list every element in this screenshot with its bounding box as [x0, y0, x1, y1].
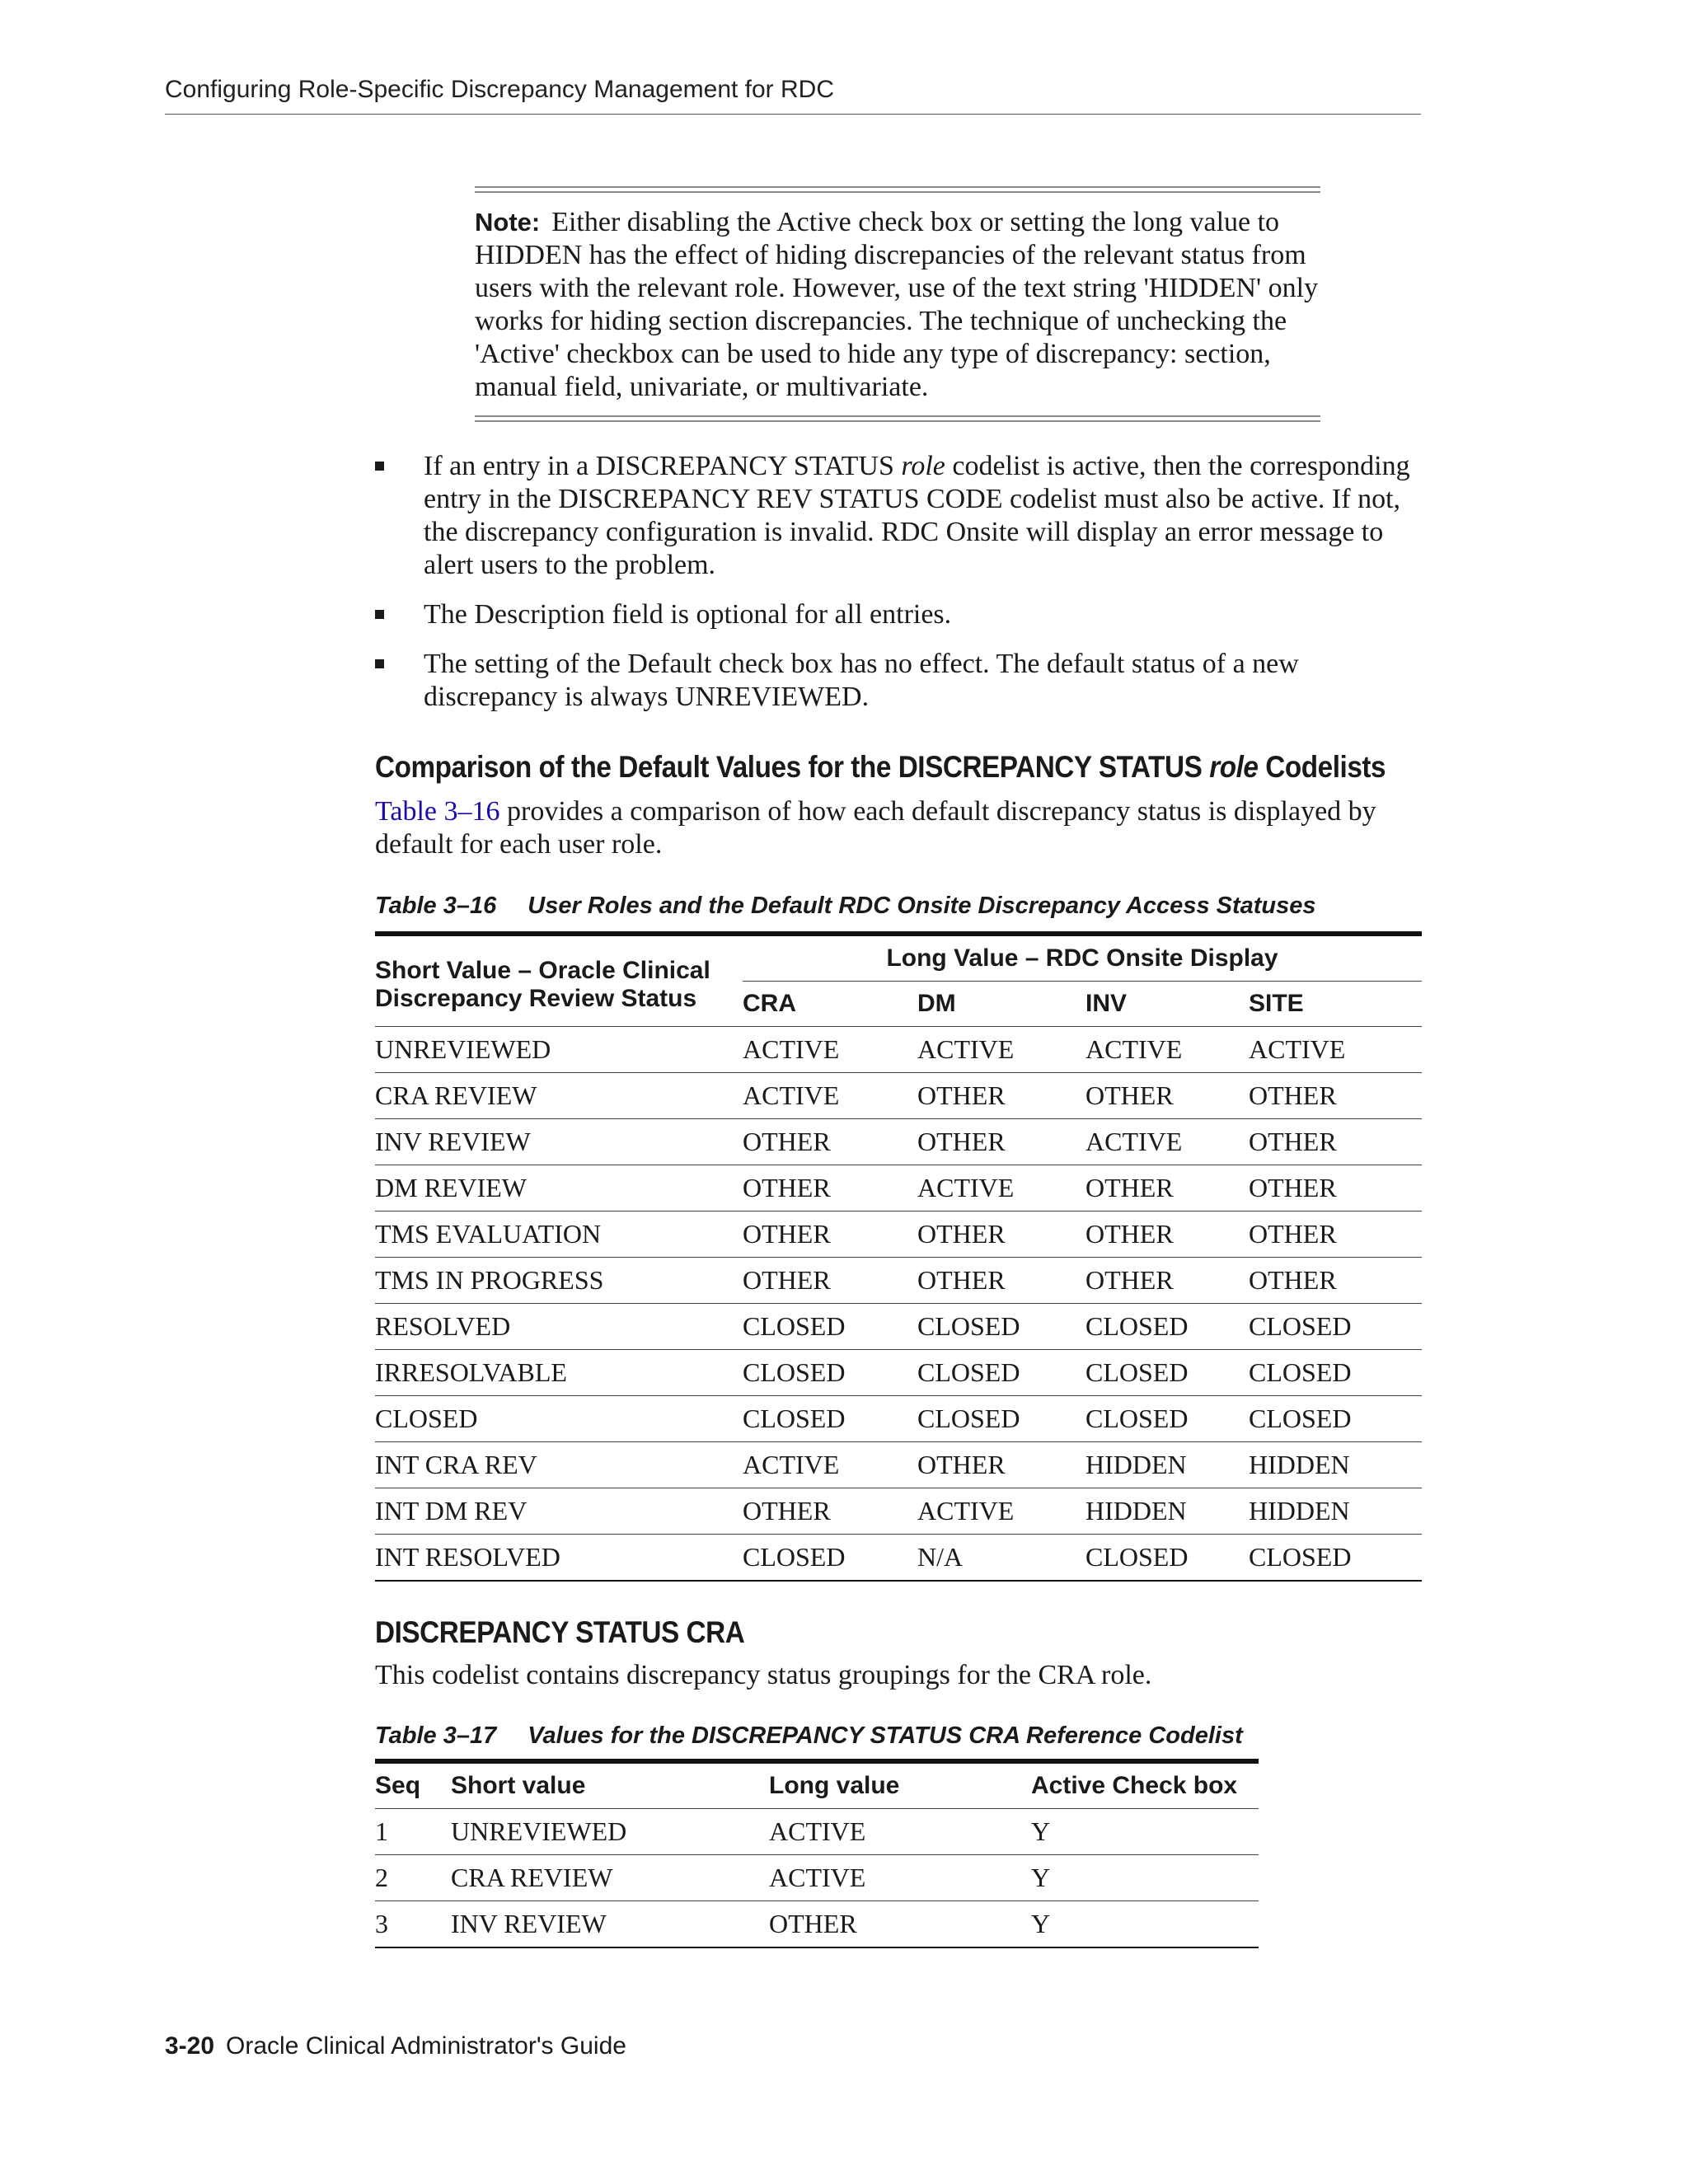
cell-short-value: UNREVIEWED — [451, 1809, 769, 1855]
bullet-square-icon — [375, 462, 384, 471]
cell-dm: OTHER — [917, 1119, 1085, 1165]
cell-inv: ACTIVE — [1085, 1119, 1249, 1165]
running-header: Configuring Role-Specific Discrepancy Management for RDC — [165, 76, 835, 103]
bullet-text: The setting of the Default check box has no effect. The default status of a new discrepancy is always UNREVIEWED. — [424, 649, 1299, 712]
table-row — [375, 1901, 1259, 1948]
cell-cra: CLOSED — [743, 1396, 917, 1442]
cell-short-value: UNREVIEWED — [375, 1027, 743, 1073]
cell-cra: OTHER — [743, 1258, 917, 1304]
paragraph-rest: provides a comparison of how each default discrepancy status is displayed by default for each user role. — [375, 796, 1376, 860]
cell-dm: OTHER — [917, 1212, 1085, 1258]
bullet-text-before: If an entry in a DISCREPANCY STATUS — [424, 451, 902, 481]
header-long-value-group: Long Value – RDC Onsite Display — [743, 934, 1422, 982]
cell-short-value: TMS IN PROGRESS — [375, 1258, 743, 1304]
cell-dm: CLOSED — [917, 1396, 1085, 1442]
table-row — [375, 1350, 1422, 1396]
note-box — [475, 186, 1320, 422]
cell-cra: ACTIVE — [743, 1442, 917, 1488]
table-row — [375, 1212, 1422, 1258]
table-row — [375, 1073, 1422, 1119]
cell-inv: HIDDEN — [1085, 1442, 1249, 1488]
header-short-line2: Discrepancy Review Status — [375, 984, 697, 1012]
header-rule — [165, 114, 1421, 115]
book-title: Oracle Clinical Administrator's Guide — [226, 2032, 626, 2060]
cell-long-value: ACTIVE — [769, 1855, 1031, 1901]
cell-dm: OTHER — [917, 1258, 1085, 1304]
header-seq: Seq — [375, 1761, 451, 1809]
section-heading-discrepancy-status-cra: DISCREPANCY STATUS CRA — [375, 1615, 745, 1649]
cell-inv: CLOSED — [1085, 1396, 1249, 1442]
cell-site: CLOSED — [1249, 1535, 1422, 1582]
cell-dm: CLOSED — [917, 1350, 1085, 1396]
table-3-16 — [375, 931, 1422, 1582]
page-number: 3-20 — [165, 2032, 215, 2060]
heading-text-before: Comparison of the Default Values for the DISCREPANCY STATUS — [375, 750, 1210, 784]
cell-active: Y — [1031, 1901, 1259, 1948]
cell-short-value: IRRESOLVABLE — [375, 1350, 743, 1396]
cell-active: Y — [1031, 1809, 1259, 1855]
table-3-16-link[interactable]: Table 3–16 — [375, 796, 500, 827]
note-label: Note: — [475, 208, 541, 237]
cell-site: CLOSED — [1249, 1396, 1422, 1442]
cell-long-value: ACTIVE — [769, 1809, 1031, 1855]
cell-short-value: CRA REVIEW — [375, 1073, 743, 1119]
header-site: SITE — [1249, 982, 1422, 1027]
cell-short-value: RESOLVED — [375, 1304, 743, 1350]
comparison-paragraph — [375, 795, 1422, 861]
cell-cra: OTHER — [743, 1119, 917, 1165]
cra-paragraph: This codelist contains discrepancy status groupings for the CRA role. — [375, 1660, 1152, 1690]
table-3-17 — [375, 1759, 1259, 1948]
table-row — [375, 1535, 1422, 1582]
cell-short-value: CRA REVIEW — [451, 1855, 769, 1901]
cell-cra: CLOSED — [743, 1535, 917, 1582]
cell-inv: CLOSED — [1085, 1535, 1249, 1582]
header-short-line1: Short Value – Oracle Clinical — [375, 956, 710, 984]
table-row — [375, 1027, 1422, 1073]
cell-short-value: INT DM REV — [375, 1488, 743, 1535]
list-item — [375, 598, 1422, 631]
table-3-17-caption — [375, 1722, 1243, 1750]
cell-short-value: INT CRA REV — [375, 1442, 743, 1488]
cell-site: OTHER — [1249, 1073, 1422, 1119]
cell-cra: CLOSED — [743, 1304, 917, 1350]
table-row — [375, 1396, 1422, 1442]
header-short-value: Short value — [451, 1761, 769, 1809]
table-row — [375, 1258, 1422, 1304]
cell-site: CLOSED — [1249, 1350, 1422, 1396]
cell-inv: OTHER — [1085, 1165, 1249, 1212]
cell-short-value: INV REVIEW — [451, 1901, 769, 1948]
cell-long-value: OTHER — [769, 1901, 1031, 1948]
caption-title: User Roles and the Default RDC Onsite Discrepancy Access Statuses — [528, 893, 1316, 919]
header-short-value — [375, 934, 743, 1027]
caption-number: Table 3–17 — [375, 1722, 497, 1749]
header-dm: DM — [917, 982, 1085, 1027]
cell-dm: OTHER — [917, 1073, 1085, 1119]
bullet-square-icon — [375, 659, 384, 668]
cell-site: OTHER — [1249, 1119, 1422, 1165]
heading-text-after: Codelists — [1258, 750, 1386, 784]
cell-dm: ACTIVE — [917, 1165, 1085, 1212]
bullet-list — [375, 450, 1422, 730]
cell-site: HIDDEN — [1249, 1488, 1422, 1535]
cell-short-value: INV REVIEW — [375, 1119, 743, 1165]
bullet-square-icon — [375, 610, 384, 619]
cell-short-value: INT RESOLVED — [375, 1535, 743, 1582]
bullet-text-emphasis: role — [901, 451, 945, 481]
table-row — [375, 1165, 1422, 1212]
cell-seq: 3 — [375, 1901, 451, 1948]
cell-site: OTHER — [1249, 1258, 1422, 1304]
cell-inv: ACTIVE — [1085, 1027, 1249, 1073]
note-body: Either disabling the Active check box or setting the long value to HIDDEN has the effect of hiding discrepancies of the relevant status from users with the relevant role. However, use of the text string 'HIDDEN' only works for hiding section discrepancies. The technique of unchecking the 'Active' checkbox can be used to hide any type of discrepancy: section, manual field, univariate, or multivariate. — [475, 207, 1319, 402]
table-row — [375, 1442, 1422, 1488]
bullet-text: The Description field is optional for all entries. — [424, 599, 952, 630]
cell-cra: CLOSED — [743, 1350, 917, 1396]
section-heading-comparison — [375, 750, 1386, 785]
table-row — [375, 1304, 1422, 1350]
cell-inv: OTHER — [1085, 1073, 1249, 1119]
note-bottom-rule — [475, 415, 1320, 422]
cell-site: OTHER — [1249, 1212, 1422, 1258]
cell-inv: OTHER — [1085, 1258, 1249, 1304]
cell-cra: ACTIVE — [743, 1073, 917, 1119]
caption-number: Table 3–16 — [375, 893, 497, 919]
list-item — [375, 648, 1422, 714]
cell-cra: OTHER — [743, 1488, 917, 1535]
page-footer — [165, 2032, 626, 2060]
cell-inv: CLOSED — [1085, 1304, 1249, 1350]
cell-short-value: DM REVIEW — [375, 1165, 743, 1212]
cell-inv: HIDDEN — [1085, 1488, 1249, 1535]
cell-dm: ACTIVE — [917, 1488, 1085, 1535]
cell-inv: OTHER — [1085, 1212, 1249, 1258]
list-item — [375, 450, 1422, 582]
header-inv: INV — [1085, 982, 1249, 1027]
heading-text-emphasis: role — [1209, 750, 1259, 784]
cell-site: HIDDEN — [1249, 1442, 1422, 1488]
table-row — [375, 1488, 1422, 1535]
header-long-value: Long value — [769, 1761, 1031, 1809]
cell-dm: CLOSED — [917, 1304, 1085, 1350]
table-row — [375, 1119, 1422, 1165]
cell-cra: ACTIVE — [743, 1027, 917, 1073]
table-row — [375, 1855, 1259, 1901]
note-top-rule — [475, 186, 1320, 193]
cell-short-value: CLOSED — [375, 1396, 743, 1442]
cell-site: ACTIVE — [1249, 1027, 1422, 1073]
cell-active: Y — [1031, 1855, 1259, 1901]
cell-dm: OTHER — [917, 1442, 1085, 1488]
cell-cra: OTHER — [743, 1212, 917, 1258]
header-cra: CRA — [743, 982, 917, 1027]
cell-short-value: TMS EVALUATION — [375, 1212, 743, 1258]
cell-seq: 2 — [375, 1855, 451, 1901]
header-active-check-box: Active Check box — [1031, 1761, 1259, 1809]
cell-dm: N/A — [917, 1535, 1085, 1582]
note-text — [475, 193, 1320, 415]
cell-cra: OTHER — [743, 1165, 917, 1212]
cell-site: OTHER — [1249, 1165, 1422, 1212]
bullet-text-after: codelist is active, then the corresponding entry in the DISCREPANCY REV STATUS CODE codelist must also be active. If not, the discrepancy configuration is invalid. RDC Onsite will display an error message to alert users to the problem. — [424, 451, 1410, 580]
table-row — [375, 1809, 1259, 1855]
caption-title: Values for the DISCREPANCY STATUS CRA Reference Codelist — [528, 1722, 1243, 1749]
cell-seq: 1 — [375, 1809, 451, 1855]
table-3-16-caption — [375, 893, 1316, 920]
cell-site: CLOSED — [1249, 1304, 1422, 1350]
cell-dm: ACTIVE — [917, 1027, 1085, 1073]
cell-inv: CLOSED — [1085, 1350, 1249, 1396]
